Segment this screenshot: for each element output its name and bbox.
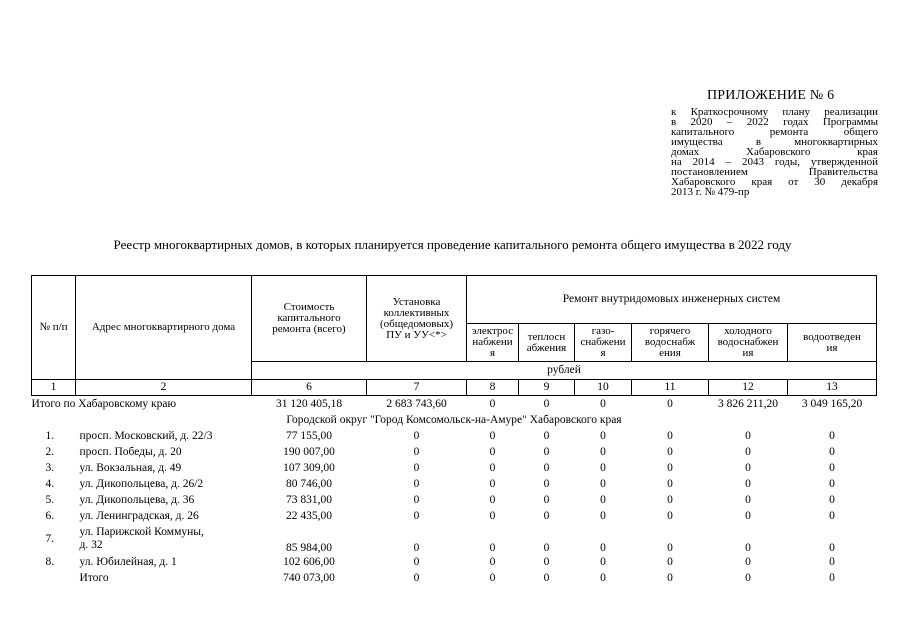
cell-value: 0 <box>600 429 606 442</box>
header-unit: рублей <box>252 362 877 380</box>
row-address: просп. Победы, д. 20 <box>79 445 182 458</box>
cell-value: 0 <box>667 397 673 410</box>
cell-value: 102 606,00 <box>283 555 335 568</box>
cell-value: 0 <box>829 477 835 490</box>
header-drainage-line: водоотведен <box>803 330 861 343</box>
cell-value: 0 <box>600 509 606 522</box>
row-index <box>32 570 76 586</box>
cell-value: 0 <box>413 445 420 458</box>
cell-value: 0 <box>600 477 606 490</box>
table-row <box>32 508 877 524</box>
cell-value: 0 <box>489 397 496 410</box>
cell-value: 0 <box>543 477 550 490</box>
cell-value: 0 <box>489 509 496 522</box>
cell-value: 0 <box>829 493 835 506</box>
cell-value: 80 746,00 <box>286 477 332 490</box>
cell-value: 0 <box>413 542 420 554</box>
header-systems-group: Ремонт внутридомовых инженерных систем <box>467 276 877 324</box>
row-index: 3. <box>45 461 55 474</box>
row-index: 7. <box>45 532 55 545</box>
cell-value: 22 435,00 <box>286 509 332 522</box>
okrug-title: Городской округ "Город Комсомольск-на-Амуре" Хабаровского края <box>286 413 622 426</box>
header-hot-water-line: горячего <box>649 325 691 337</box>
cell-value: 73 831,00 <box>286 493 332 506</box>
header-hot-water <box>632 324 709 362</box>
cell-value: 740 073,00 <box>283 571 335 584</box>
cell-value: 0 <box>745 542 751 554</box>
appendix-line: капитального ремонта общего <box>671 126 878 138</box>
header-gas-line: снабжени <box>580 336 626 348</box>
appendix-title: ПРИЛОЖЕНИЕ № 6 <box>707 88 835 103</box>
column-number: 2 <box>76 380 252 396</box>
cell-value: 0 <box>413 555 420 568</box>
cell-value: 0 <box>745 461 751 474</box>
cell-value: 0 <box>489 555 496 568</box>
appendix-line: в 2020 – 2022 годах Программы <box>671 116 878 128</box>
header-electric-line: набжени <box>472 336 513 348</box>
region-total-row <box>32 396 877 413</box>
column-number: 6 <box>252 380 367 396</box>
column-number: 10 <box>575 380 632 396</box>
cell-value: 0 <box>543 509 550 522</box>
header-hot-water-line: ения <box>659 347 681 359</box>
cell-value: 0 <box>413 571 420 584</box>
cell-value: 0 <box>667 509 673 522</box>
cell-value: 0 <box>667 542 673 554</box>
column-number: 11 <box>632 380 709 396</box>
header-hot-water-line: водоснабж <box>644 336 696 348</box>
cell-value: 0 <box>413 509 420 522</box>
cell-value: 107 309,00 <box>283 461 335 474</box>
table-row <box>32 492 877 508</box>
cell-value: 0 <box>667 445 673 458</box>
header-cold-water-line: ия <box>742 347 754 359</box>
cell-value: 0 <box>543 571 550 584</box>
cell-value: 0 <box>667 477 673 490</box>
header-heating-line: абжения <box>526 341 567 354</box>
table-row <box>32 476 877 492</box>
cell-value: 0 <box>600 542 606 554</box>
header-cold-water-line: холодного <box>724 325 772 337</box>
table-row <box>32 460 877 476</box>
document-title: Реестр многоквартирных домов, в которых планируется проведение капитального ремонта общего имущества в 2022 году <box>113 237 792 252</box>
appendix-line: Хабаровского края от 30 декабря <box>671 176 878 188</box>
cell-value: 31 120 405,18 <box>275 397 343 410</box>
cell-value: 0 <box>600 555 606 568</box>
cell-value: 0 <box>745 429 751 442</box>
row-index: 1. <box>45 429 55 442</box>
cell-value: 0 <box>667 555 673 568</box>
cell-value: 0 <box>667 571 673 584</box>
row-address: ул. Дикопольцева, д. 26/2 <box>79 477 204 490</box>
cell-value: 0 <box>829 461 835 474</box>
cell-value: 0 <box>829 445 835 458</box>
header-heating-line: теплосн <box>527 330 566 343</box>
cell-value: 77 155,00 <box>286 429 332 442</box>
header-gas-line: газо- <box>591 325 615 337</box>
cell-value: 0 <box>413 429 420 442</box>
cell-value: 0 <box>543 445 550 458</box>
appendix-line: к Краткосрочному плану реализации <box>671 106 878 118</box>
cell-value: 0 <box>543 397 550 410</box>
column-number: 8 <box>467 380 519 396</box>
cell-value: 0 <box>489 445 496 458</box>
cell-value: 0 <box>667 461 673 474</box>
column-number: 13 <box>788 380 877 396</box>
column-number: 7 <box>367 380 467 396</box>
row-index: 5. <box>45 493 55 506</box>
column-number: 9 <box>519 380 575 396</box>
row-address: просп. Московский, д. 22/3 <box>79 429 213 442</box>
appendix-line: постановлением Правительства <box>671 166 878 178</box>
header-electric <box>467 324 519 362</box>
header-electric-line: я <box>489 347 496 359</box>
header-heating <box>519 324 575 362</box>
cell-value: 0 <box>600 445 606 458</box>
cell-value: 0 <box>489 477 496 490</box>
cell-value: 0 <box>600 397 606 410</box>
registry-table <box>31 275 877 586</box>
cell-value: 2 683 743,60 <box>386 397 447 410</box>
cell-value: 0 <box>829 542 835 554</box>
cell-value: 0 <box>489 429 496 442</box>
cell-value: 0 <box>829 571 835 584</box>
row-address-line: д. 32 <box>79 539 103 551</box>
cell-value: 0 <box>489 461 496 474</box>
row-index: 6. <box>45 509 55 522</box>
row-address: ул. Юбилейная, д. 1 <box>79 555 177 568</box>
cell-value: 0 <box>543 542 550 554</box>
row-address-line: ул. Парижской Коммуны, <box>79 526 204 538</box>
appendix-line: 2013 г. № 479-пр <box>671 186 750 198</box>
cell-value: 3 826 211,20 <box>718 397 778 410</box>
cell-value: 0 <box>413 461 420 474</box>
cell-value: 0 <box>745 555 751 568</box>
cell-value: 0 <box>667 429 673 442</box>
cell-value: 0 <box>543 429 550 442</box>
cell-value: 3 049 165,20 <box>801 397 863 410</box>
header-cost: Стоимость капитального ремонта (всего) <box>252 276 367 362</box>
cell-value: 85 984,00 <box>286 542 332 554</box>
header-gas-line: я <box>600 347 606 359</box>
cell-value: 0 <box>489 493 496 506</box>
okrug-total-label: Итого <box>79 571 109 584</box>
cell-value: 0 <box>745 509 751 522</box>
header-drainage-line: ия <box>826 341 838 354</box>
appendix-text <box>671 107 878 197</box>
header-electric-line: электрос <box>471 325 514 337</box>
appendix-line: домах Хабаровского края <box>671 146 878 158</box>
cell-value: 0 <box>600 461 606 474</box>
header-cold-water <box>709 324 788 362</box>
cell-value: 0 <box>543 461 550 474</box>
column-number: 12 <box>709 380 788 396</box>
cell-value: 0 <box>543 555 550 568</box>
cell-value: 0 <box>829 429 835 442</box>
cell-value: 0 <box>829 509 835 522</box>
row-address: ул. Вокзальная, д. 49 <box>79 461 182 474</box>
cell-value: 0 <box>413 477 420 490</box>
row-index: 8. <box>45 555 55 568</box>
cell-value: 0 <box>667 493 673 506</box>
cell-value: 0 <box>745 445 751 458</box>
cell-value: 0 <box>543 493 550 506</box>
table-row <box>32 428 877 444</box>
cell-value: 0 <box>413 493 420 506</box>
cell-value: 0 <box>600 493 606 506</box>
cell-value: 0 <box>745 571 751 584</box>
table-row <box>32 524 877 554</box>
table-row <box>32 444 877 460</box>
column-number: 1 <box>32 380 76 396</box>
region-total-label: Итого по Хабаровскому краю <box>31 397 177 410</box>
cell-value: 0 <box>745 493 751 506</box>
row-index: 4. <box>45 477 55 490</box>
cell-value: 0 <box>600 571 606 584</box>
cell-value: 190 007,00 <box>283 445 335 458</box>
appendix-line: на 2014 – 2043 годы, утвержденной <box>671 156 878 168</box>
appendix-line: имущества в многоквартирных <box>671 136 878 148</box>
cell-value: 0 <box>745 477 751 490</box>
okrug-total-row <box>32 570 877 586</box>
row-address: ул. Дикопольцева, д. 36 <box>79 493 195 506</box>
row-address <box>76 524 252 554</box>
row-address: ул. Ленинградская, д. 26 <box>79 509 199 522</box>
cell-value: 0 <box>829 555 835 568</box>
header-gas <box>575 324 632 362</box>
table-row <box>32 554 877 570</box>
header-drainage <box>788 324 877 362</box>
header-cold-water-line: водоснабжен <box>717 336 779 348</box>
okrug-title-row <box>32 412 877 428</box>
header-address: Адрес многоквартирного дома <box>76 276 252 380</box>
row-index: 2. <box>45 445 55 458</box>
header-meters: Установка коллективных (общедомовых) ПУ и УУ<*> <box>367 276 467 362</box>
cell-value: 0 <box>489 542 496 554</box>
cell-value: 0 <box>489 571 496 584</box>
header-num: № п/п <box>32 276 76 380</box>
